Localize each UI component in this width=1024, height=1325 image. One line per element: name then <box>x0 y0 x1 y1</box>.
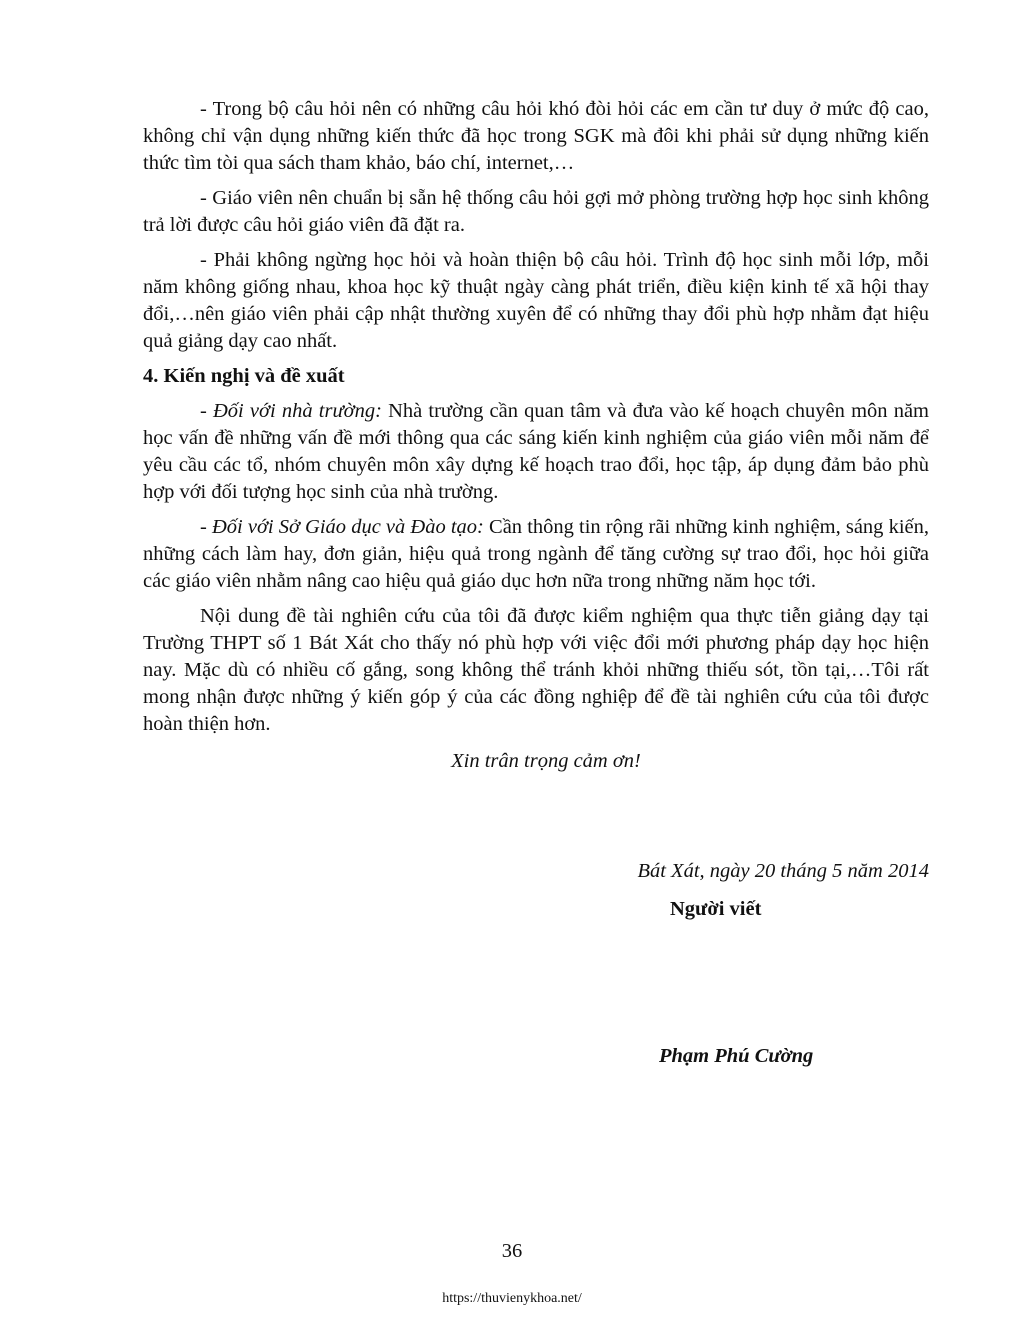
signature-name: Phạm Phú Cường <box>659 1045 814 1067</box>
signature-role: Người viết <box>670 898 762 920</box>
paragraph-prompt-questions: - Giáo viên nên chuẩn bị sẵn hệ thống câu hỏi gợi mở phòng trường hợp học sinh không trả lời được câu hỏi giáo viên đã đặt ra. <box>143 187 929 236</box>
recommendation-text-school: Nhà trường cần quan tâm và đưa vào kế hoạch chuyên môn năm học vấn đề những vấn đề mới thông qua các sáng kiến kinh nghiệm của giáo viên mỗi năm để yêu cầu các tổ, nhóm chuyên môn xây dựng kế hoạch trao đổi, học tập, áp dụng đảm bảo phù hợp với đối tượng học sinh của nhà trường. <box>143 400 929 503</box>
section-heading-recommendations: 4. Kiến nghị và đề xuất <box>143 365 345 387</box>
paragraph-question-difficulty: - Trong bộ câu hỏi nên có những câu hỏi khó đòi hỏi các em cần tư duy ở mức độ cao, không chỉ vận dụng những kiến thức đã học trong SGK mà đôi khi phải sử dụng những kiến thức tìm tòi qua sách tham khảo, báo chí, internet,… <box>143 98 929 174</box>
paragraph-department-recommendation <box>143 514 929 595</box>
footer-url: https://thuvienykhoa.net/ <box>442 1291 582 1306</box>
page-number: 36 <box>501 1240 523 1262</box>
closing-thanks: Xin trân trọng cảm ơn! <box>451 750 641 772</box>
paragraph-school-recommendation <box>143 398 929 506</box>
recommendation-text-department: Cần thông tin rộng rãi những kinh nghiệm, sáng kiến, những cách làm hay, đơn giản, hiệu quả trong ngành để tăng cường sự trao đổi, học hỏi giữa các giáo viên nhằm nâng cao hiệu quả giáo dục hơn nữa trong những năm học tới. <box>143 516 929 592</box>
paragraph-continuous-improvement: - Phải không ngừng học hỏi và hoàn thiện bộ câu hỏi. Trình độ học sinh mỗi lớp, mỗi năm không giống nhau, khoa học kỹ thuật ngày càng phát triển, điều kiện kinh tế xã hội thay đổi,…nên giáo viên phải cập nhật thường xuyên để có những thay đổi phù hợp nhằm đạt hiệu quả giảng dạy cao nhất. <box>143 249 929 352</box>
recommendation-lead-school: - Đối với nhà trường: <box>200 400 382 422</box>
document-body <box>143 96 929 775</box>
signature-place-date: Bát Xát, ngày 20 tháng 5 năm 2014 <box>637 860 929 882</box>
recommendation-lead-department: - Đối với Sở Giáo dục và Đào tạo: <box>200 516 484 538</box>
paragraph-conclusion: Nội dung đề tài nghiên cứu của tôi đã được kiểm nghiệm qua thực tiễn giảng dạy tại Trường THPT số 1 Bát Xát cho thấy nó phù hợp với việc đổi mới phương pháp dạy học hiện nay. Mặc dù có nhiều cố gắng, song không thể tránh khỏi những thiếu sót, tồn tại,…Tôi rất mong nhận được những ý kiến góp ý của các đồng nghiệp để đề tài nghiên cứu của tôi được hoàn thiện hơn. <box>143 605 929 735</box>
